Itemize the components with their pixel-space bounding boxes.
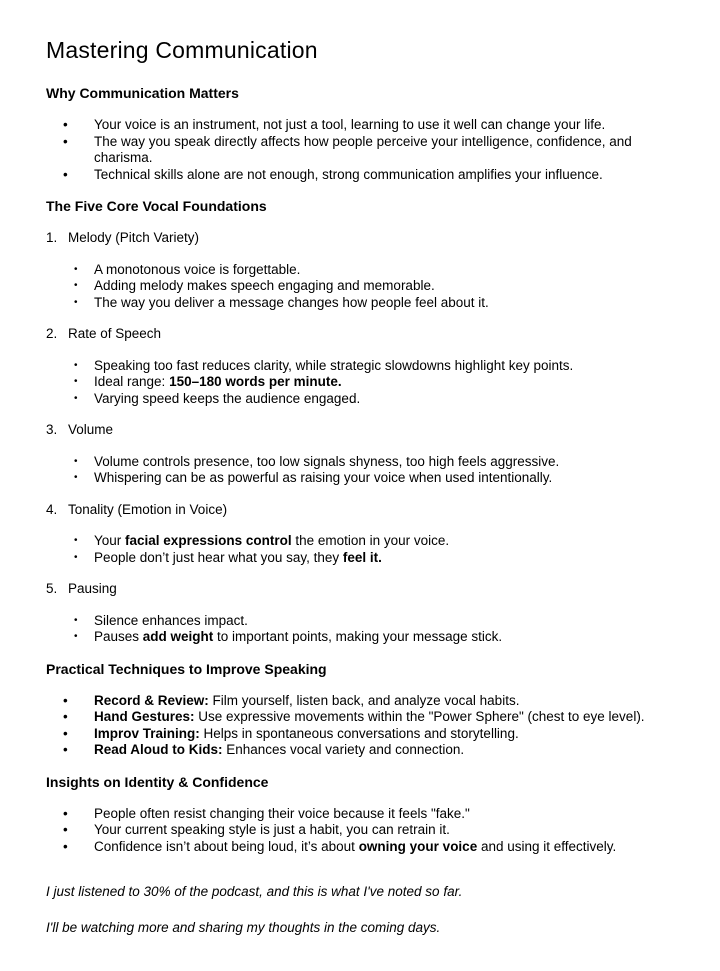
sub-bullet-item (46, 629, 676, 646)
bullet-marker: • (74, 551, 78, 563)
item-number: 1. (46, 230, 58, 245)
sub-bullet-item (46, 391, 676, 408)
bullet-marker: • (63, 166, 68, 182)
sub-bullet-item (46, 295, 676, 312)
bullet-marker: • (63, 692, 68, 708)
text-run: The way you speak directly affects how people perceive your intelligence, confidence, and charisma. (94, 133, 632, 165)
text-run: A monotonous voice is forgettable. (94, 261, 301, 277)
bullet-marker: • (74, 455, 78, 467)
numbered-item-label: Rate of Speech (68, 326, 162, 341)
bold-text-run: Record & Review: (94, 692, 209, 708)
bold-text-run: Read Aloud to Kids: (94, 742, 223, 757)
text-run: People don’t just hear what you say, they (94, 549, 343, 565)
sub-bullet-list (46, 613, 676, 646)
sub-bullet-item (46, 262, 676, 279)
text-run: The way you deliver a message changes how people feel about it. (94, 294, 489, 310)
text-run: Your voice is an instrument, not just a tool, learning to use it well can change your life. (94, 117, 606, 132)
numbered-item (46, 502, 676, 519)
bullet-marker: • (63, 133, 68, 149)
bullet-text (94, 374, 676, 391)
sub-bullet-item (46, 533, 676, 550)
bullet-marker: • (74, 631, 78, 642)
bullet-marker: • (63, 805, 68, 821)
text-run: Volume controls presence, too low signals shyness, too high feels aggressive. (94, 453, 560, 469)
text-run: People often resist changing their voice because it feels "fake." (94, 805, 470, 821)
document-body (46, 85, 676, 936)
text-run: Technical skills alone are not enough, strong communication amplifies your influence. (94, 166, 603, 182)
numbered-item-label: Tonality (Emotion in Voice) (68, 501, 228, 517)
numbered-item-label: Melody (Pitch Variety) (68, 230, 200, 245)
bullet-item (46, 742, 676, 759)
text-run: I'll be watching more and sharing my thoughts in the coming days. (46, 919, 441, 935)
item-number: 5. (46, 581, 58, 596)
text-run: Use expressive movements within the "Power Sphere" (chest to eye level). (194, 709, 645, 724)
sub-bullet-list (46, 454, 676, 487)
section-heading: The Five Core Vocal Foundations (46, 198, 267, 214)
bold-text-run: 150–180 words per minute. (169, 374, 342, 389)
bullet-marker: • (63, 725, 68, 741)
bullet-marker: • (74, 296, 78, 308)
sub-bullet-item (46, 374, 676, 391)
bullet-item (46, 806, 676, 823)
bullet-item (46, 709, 676, 726)
bullet-text (94, 709, 676, 726)
bullet-text (94, 613, 676, 630)
numbered-item-label: Pausing (68, 581, 117, 596)
section-heading: Insights on Identity & Confidence (46, 773, 269, 790)
bullet-list (46, 693, 676, 759)
text-run: Pauses (94, 629, 143, 644)
bold-text-run: Improv Training: (94, 725, 200, 741)
bullet-text (94, 470, 676, 487)
text-run: Varying speed keeps the audience engaged. (94, 390, 361, 406)
text-run: Enhances vocal variety and connection. (222, 742, 465, 757)
text-run: Speaking too fast reduces clarity, while strategic slowdowns highlight key points. (94, 357, 574, 373)
bullet-marker: • (63, 838, 68, 854)
numbered-item (46, 422, 676, 439)
bullet-marker: • (74, 376, 78, 387)
closing-note (46, 920, 676, 937)
bold-text-run: Hand Gestures: (94, 709, 195, 724)
bullet-marker: • (63, 822, 68, 837)
bullet-item (46, 167, 676, 184)
sub-bullet-list (46, 533, 676, 566)
bullet-marker: • (74, 359, 78, 371)
sub-bullet-item (46, 613, 676, 630)
document-title: Mastering Communication (46, 37, 318, 63)
sub-bullet-item (46, 358, 676, 375)
text-run: Adding melody makes speech engaging and memorable. (94, 278, 435, 293)
bullet-text (94, 742, 676, 759)
bullet-item (46, 117, 676, 134)
text-run: and using it effectively. (477, 838, 617, 854)
bullet-item (46, 839, 676, 856)
item-number: 4. (46, 501, 58, 517)
bold-text-run: owning your voice (358, 838, 478, 854)
closing-note (46, 884, 676, 901)
text-run: the emotion in your voice. (291, 533, 450, 548)
text-run: to important points, making your message stick. (213, 629, 503, 644)
bullet-list (46, 117, 676, 183)
text-run: Helps in spontaneous conversations and storytelling. (199, 725, 519, 741)
bullet-text (94, 629, 676, 646)
text-run: Confidence isn’t about being loud, it’s about (94, 838, 359, 854)
numbered-item-label: Volume (68, 422, 114, 437)
sub-bullet-list (46, 358, 676, 408)
bold-text-run: add weight (142, 629, 214, 644)
bold-text-run: feel it. (342, 549, 382, 565)
sub-bullet-item (46, 470, 676, 487)
text-run: Silence enhances impact. (94, 612, 248, 628)
section-heading: Why Communication Matters (46, 85, 239, 101)
bullet-marker: • (74, 392, 78, 404)
item-number: 3. (46, 422, 58, 437)
bullet-text (94, 839, 676, 856)
text-run: Ideal range: (94, 374, 170, 389)
numbered-item (46, 326, 676, 343)
bullet-marker: • (74, 263, 78, 275)
bullet-text (94, 167, 676, 184)
text-run: Your (94, 533, 126, 548)
bullet-marker: • (74, 280, 78, 291)
text-run: Your current speaking style is just a habit, you can retrain it. (94, 822, 450, 837)
bullet-marker: • (63, 709, 68, 724)
bullet-marker: • (74, 535, 78, 546)
bullet-item (46, 822, 676, 839)
bullet-list (46, 806, 676, 856)
bullet-text (94, 295, 676, 312)
section-heading: Practical Techniques to Improve Speaking (46, 660, 327, 677)
sub-bullet-item (46, 550, 676, 567)
text-run: Whispering can be as powerful as raising your voice when used intentionally. (94, 470, 553, 485)
bullet-item (46, 693, 676, 710)
bullet-marker: • (63, 742, 68, 757)
bullet-text (94, 262, 676, 279)
bullet-text (94, 358, 676, 375)
bullet-marker: • (74, 472, 78, 483)
text-run: I just listened to 30% of the podcast, and this is what I've noted so far. (46, 884, 463, 899)
sub-bullet-item (46, 278, 676, 295)
text-run: Film yourself, listen back, and analyze vocal habits. (208, 692, 520, 708)
bullet-marker: • (63, 117, 68, 132)
bullet-text (94, 278, 676, 295)
bullet-text (94, 391, 676, 408)
bullet-text (94, 117, 676, 134)
bullet-text (94, 806, 676, 823)
bullet-text (94, 533, 676, 550)
bullet-text (94, 693, 676, 710)
numbered-item (46, 230, 676, 247)
bullet-text (94, 454, 676, 471)
numbered-item (46, 581, 676, 598)
bullet-item (46, 134, 676, 167)
bullet-text (94, 726, 676, 743)
sub-bullet-list (46, 262, 676, 312)
item-number: 2. (46, 326, 58, 341)
bullet-text (94, 134, 676, 167)
bullet-text (94, 550, 676, 567)
sub-bullet-item (46, 454, 676, 471)
bold-text-run: facial expressions control (125, 533, 292, 548)
bullet-text (94, 822, 676, 839)
bullet-item (46, 726, 676, 743)
bullet-marker: • (74, 614, 78, 626)
